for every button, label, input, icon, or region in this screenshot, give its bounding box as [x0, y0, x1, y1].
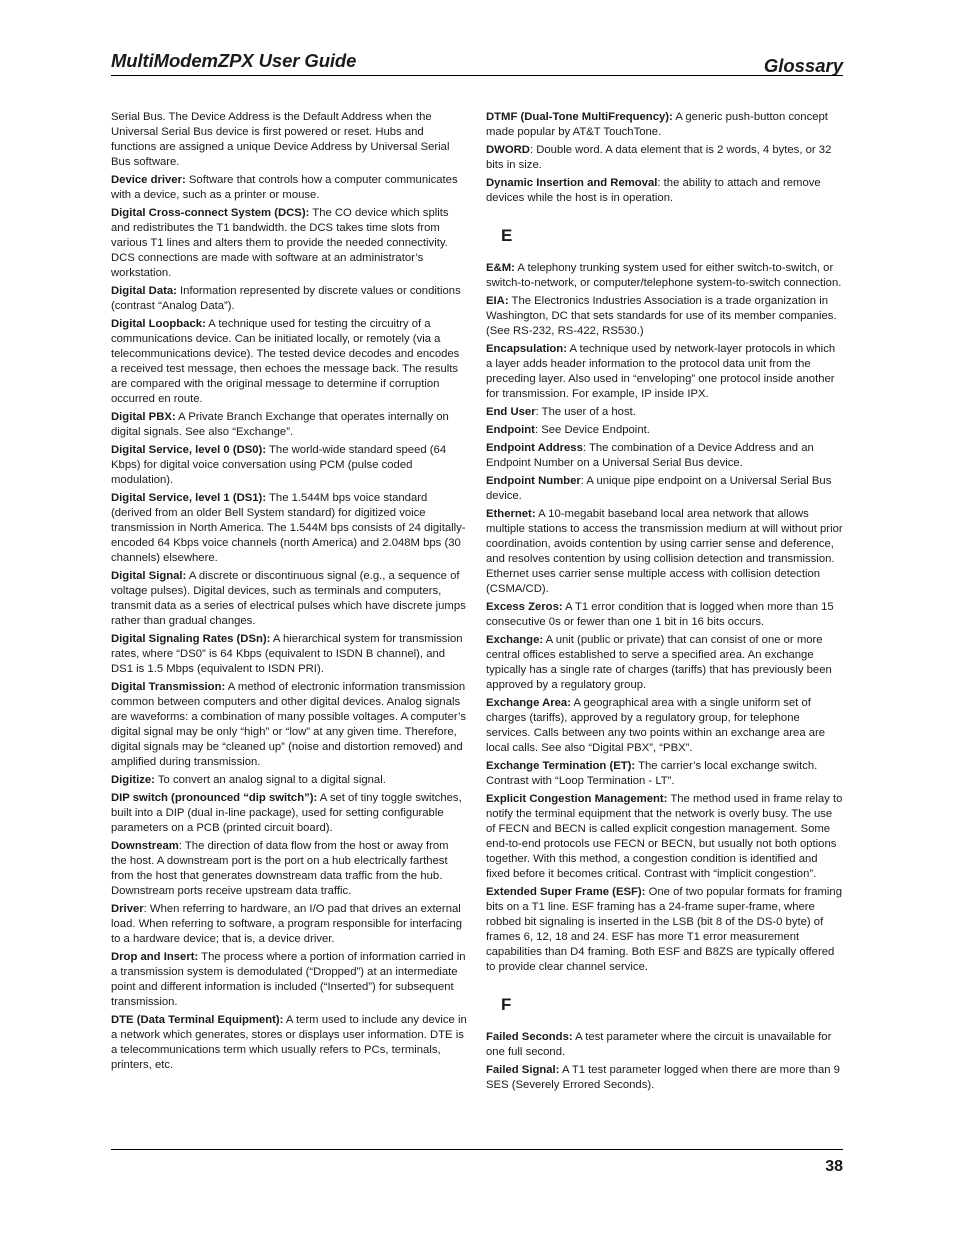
- glossary-definition: A set of tiny toggle switches, built into a DIP (dual in-line package), used for setting configurable parameters on a PCB (printed circuit board).: [111, 792, 462, 834]
- glossary-term: EIA:: [486, 295, 509, 307]
- glossary-entry: [486, 1030, 844, 1060]
- glossary-entry: [486, 759, 844, 789]
- glossary-definition: A 10-megabit baseband local area network that allows multiple stations to access the transmission medium at will without prior coordination, avoids contention by using carrier sense and deference, and resolves contention by using collision detection and transmission. Ethernet uses carrier sense multiple access with collision detection (CSMA/CD).: [486, 508, 843, 595]
- glossary-term: Downstream: [111, 840, 179, 852]
- glossary-term: Digital PBX:: [111, 411, 176, 423]
- glossary-entry: [486, 1063, 844, 1093]
- glossary-term: Endpoint Address: [486, 442, 583, 454]
- letter-heading-f: F: [501, 995, 512, 1014]
- glossary-group-e: [486, 261, 844, 975]
- glossary-definition: : Double word. A data element that is 2 words, 4 bytes, or 32 bits in size.: [486, 144, 832, 171]
- glossary-term: Digital Signal:: [111, 570, 187, 582]
- glossary-term: DWORD: [486, 144, 530, 156]
- glossary-term: Failed Signal:: [486, 1064, 560, 1076]
- glossary-term: Digital Data:: [111, 285, 177, 297]
- glossary-term: Endpoint Number: [486, 475, 581, 487]
- glossary-term: Endpoint: [486, 424, 535, 436]
- glossary-entry: [111, 206, 467, 281]
- glossary-term: DTE (Data Terminal Equipment):: [111, 1014, 284, 1026]
- glossary-entry: [111, 410, 467, 440]
- glossary-entry: [111, 632, 467, 677]
- glossary-definition: A T1 error condition that is logged when more than 15 consecutive 0s or fewer than one 1 bit in 16 bits occurs.: [486, 601, 834, 628]
- glossary-entry: [111, 680, 467, 770]
- glossary-definition: A technique used by network-layer protocols in which a layer adds header information to the protocol data unit from the preceding layer. Also used in “enveloping” one protocol inside another for transmission. For example, IP inside IPX.: [486, 343, 836, 400]
- glossary-term: Exchange:: [486, 634, 544, 646]
- glossary-entry: [486, 792, 844, 882]
- glossary-entry: [111, 173, 467, 203]
- glossary-definition: : The user of a host.: [535, 406, 636, 418]
- glossary-definition: Software that controls how a computer communicates with a device, such as a printer or mouse.: [111, 174, 458, 201]
- glossary-entry: [111, 284, 467, 314]
- glossary-term: DIP switch (pronounced “dip switch”):: [111, 792, 318, 804]
- glossary-entry: [486, 507, 844, 597]
- glossary-definition: : A unique pipe endpoint on a Universal Serial Bus device.: [486, 475, 832, 502]
- glossary-term: Digital Cross-connect System (DCS):: [111, 207, 310, 219]
- glossary-term: Explicit Congestion Management:: [486, 793, 668, 805]
- glossary-entry: [111, 791, 467, 836]
- glossary-definition: Serial Bus. The Device Address is the Default Address when the Universal Serial Bus device is first powered or reset. Hubs and functions are assigned a unique Device Address by Universal Serial Bus software.: [111, 111, 450, 168]
- glossary-definition: A geographical area with a single uniform set of charges (tariffs), approved by a regulatory group, for telephone services. Calls between any two points within an exchange area are local calls. See also “Digital PBX”, “PBX”.: [486, 697, 826, 754]
- glossary-entry: [486, 176, 844, 206]
- glossary-definition: A discrete or discontinuous signal (e.g., a sequence of voltage pulses). Digital devices, such as terminals and computers, transmit data as a series of electrical pulses which have discrete jumps rather than gradual changes.: [111, 570, 466, 627]
- glossary-term: DTMF (Dual-Tone MultiFrequency):: [486, 111, 673, 123]
- glossary-definition: The world-wide standard speed (64 Kbps) for digital voice conversation using PCM (pulse coded modulation).: [111, 444, 447, 486]
- glossary-definition: A telephony trunking system used for either switch-to-switch, or switch-to-network, or computer/telephone system-to-switch connection.: [486, 262, 842, 289]
- glossary-entry: [111, 902, 467, 947]
- glossary-entry: [111, 569, 467, 629]
- glossary-entry: [111, 491, 467, 566]
- glossary-definition: One of two popular formats for framing bits on a T1 line. ESF framing has a 24-frame super-frame, where robbed bit signaling is inserted in the LSB (bit 8 of the DS-0 byte) of frames 6, 12, 18 and 24. ESF has more T1 error measurement capabilities than D4 framing. Both ESF and B8ZS are typically offered to provide clear channel service.: [486, 886, 842, 973]
- right-column: [486, 110, 844, 1096]
- glossary-definition: A test parameter where the circuit is unavailable for one full second.: [486, 1031, 832, 1058]
- glossary-term: Driver: [111, 903, 144, 915]
- glossary-definition: : The combination of a Device Address and an Endpoint Number on a Universal Serial Bus device.: [486, 442, 814, 469]
- glossary-entry: [111, 773, 467, 788]
- glossary-definition: A term used to include any device in a network which generates, stores or displays user information. DTE is a telecommunications term which usually refers to PCs, terminals, printers, etc.: [111, 1014, 467, 1071]
- glossary-term: Ethernet:: [486, 508, 536, 520]
- glossary-term: Digitize:: [111, 774, 155, 786]
- glossary-group-d: [486, 110, 844, 206]
- glossary-definition: : When referring to hardware, an I/O pad that drives an external load. When referring to software, a program responsible for interfacing to a hardware device; that is, a device driver.: [111, 903, 463, 945]
- glossary-term: Digital Transmission:: [111, 681, 226, 693]
- header-rule: [111, 75, 843, 76]
- page-header-title: MultiModemZPX User Guide: [111, 50, 357, 71]
- glossary-definition: The process where a portion of information carried in a transmission system is demodulated (“Dropped”) at an intermediate point and different information is included (“Inserted”) for subsequent transmission.: [111, 951, 466, 1008]
- footer-rule: [111, 1149, 843, 1150]
- left-column: [111, 110, 467, 1076]
- glossary-definition: A Private Branch Exchange that operates internally on digital signals. See also “Exchange”.: [111, 411, 449, 438]
- glossary-definition: The Electronics Industries Association is a trade organization in Washington, DC that sets standards for use of its member companies. (See RS-232, RS-422, RS530.): [486, 295, 837, 337]
- glossary-definition: : See Device Endpoint.: [534, 424, 650, 436]
- glossary-entry: [486, 441, 844, 471]
- glossary-term: Excess Zeros:: [486, 601, 563, 613]
- glossary-definition: A method of electronic information transmission common between computers and other digital devices. Analog signals are waveforms: a combination of many possible voltages. A computer’s digital signal may be only “high” or “low” at any given time. Therefore, digital signals may be “cleaned up” (noise and distortion removed) and amplified during transmission.: [111, 681, 466, 768]
- glossary-term: Dynamic Insertion and Removal: [486, 177, 658, 189]
- glossary-term: Digital Loopback:: [111, 318, 206, 330]
- glossary-entry: [486, 143, 844, 173]
- glossary-term: Digital Service, level 0 (DS0):: [111, 444, 267, 456]
- glossary-term: Digital Signaling Rates (DSn):: [111, 633, 271, 645]
- glossary-entry: [486, 600, 844, 630]
- glossary-definition: Information represented by discrete values or conditions (contrast “Analog Data”).: [111, 285, 461, 312]
- glossary-definition: A hierarchical system for transmission rates, where “DS0” is 64 Kbps (equivalent to ISDN B channel), and DS1 is 1.5 Mbps (equivalent to ISDN PRI).: [111, 633, 463, 675]
- glossary-term: Failed Seconds:: [486, 1031, 573, 1043]
- glossary-entry: [486, 405, 844, 420]
- glossary-entry: [111, 1013, 467, 1073]
- glossary-term: Exchange Termination (ET):: [486, 760, 636, 772]
- glossary-definition: A unit (public or private) that can consist of one or more central offices established to serve a specified area. An exchange typically has a single rate of charges (tariffs) that has previously been approved by a regulatory group.: [486, 634, 832, 691]
- glossary-entry: [486, 261, 844, 291]
- glossary-definition: To convert an analog signal to a digital signal.: [154, 774, 386, 786]
- glossary-entry: [111, 950, 467, 1010]
- glossary-definition: The method used in frame relay to notify the terminal equipment that the network is overly busy. The use of FECN and BECN is called explicit congestion management. Some end-to-end protocols use FECN or BECN, but usually not both options together. With this method, a congestion condition is identified and fixed before it becomes critical. Contrast with “implicit congestion”.: [486, 793, 843, 880]
- glossary-entry: [111, 839, 467, 899]
- glossary-definition: The 1.544M bps voice standard (derived from an older Bell System standard) for digitized voice transmission in North America. The 1.544M bps consists of 24 digitally-encoded 64 Kbps voice channels (north America) and 2.048M bps (30 channels) elsewhere.: [111, 492, 466, 564]
- glossary-definition: : The direction of data flow from the host or away from the host. A downstream port is the port on a hub electrically farthest from the host that generates downstream data traffic from the hub. Downstream ports receive upstream data traffic.: [111, 840, 449, 897]
- glossary-entry: [486, 423, 844, 438]
- glossary-definition: A technique used for testing the circuitry of a communications device. Can be initiated locally, or remotely (via a telecommunications device). The tested device decodes and encodes a received test message, then echoes the message back. The results are compared with the original message to determine if corruption occurred en route.: [111, 318, 460, 405]
- page-number: 38: [825, 1158, 843, 1175]
- glossary-entry: [486, 294, 844, 339]
- glossary-entry: [486, 474, 844, 504]
- glossary-term: Device driver:: [111, 174, 186, 186]
- glossary-entry: [111, 110, 467, 170]
- glossary-group-f: [486, 1030, 844, 1093]
- glossary-entry: [486, 696, 844, 756]
- glossary-term: Extended Super Frame (ESF):: [486, 886, 646, 898]
- glossary-entry: [486, 633, 844, 693]
- glossary-definition: : the ability to attach and remove devices while the host is in operation.: [486, 177, 821, 204]
- glossary-entry: [111, 317, 467, 407]
- glossary-definition: A generic push-button concept made popular by AT&T TouchTone.: [486, 111, 828, 138]
- glossary-definition: The carrier’s local exchange switch. Contrast with “Loop Termination - LT”.: [486, 760, 818, 787]
- glossary-entry: [486, 110, 844, 140]
- glossary-term: Digital Service, level 1 (DS1):: [111, 492, 267, 504]
- glossary-term: Drop and Insert:: [111, 951, 199, 963]
- glossary-term: End User: [486, 406, 536, 418]
- glossary-term: Exchange Area:: [486, 697, 571, 709]
- glossary-term: Encapsulation:: [486, 343, 567, 355]
- section-title: Glossary: [763, 55, 843, 76]
- glossary-definition: A T1 test parameter logged when there are more than 9 SES (Severely Errored Seconds).: [486, 1064, 840, 1091]
- glossary-definition: The CO device which splits and redistributes the T1 bandwidth. the DCS takes time slots from various T1 lines and alters them to provide the needed connectivity. DCS connections are made with software at an administrator’s workstation.: [111, 207, 449, 279]
- letter-heading-e: E: [501, 226, 513, 245]
- glossary-entry: [486, 885, 844, 975]
- glossary-entry: [486, 342, 844, 402]
- glossary-entry: [111, 443, 467, 488]
- glossary-term: E&M:: [486, 262, 515, 274]
